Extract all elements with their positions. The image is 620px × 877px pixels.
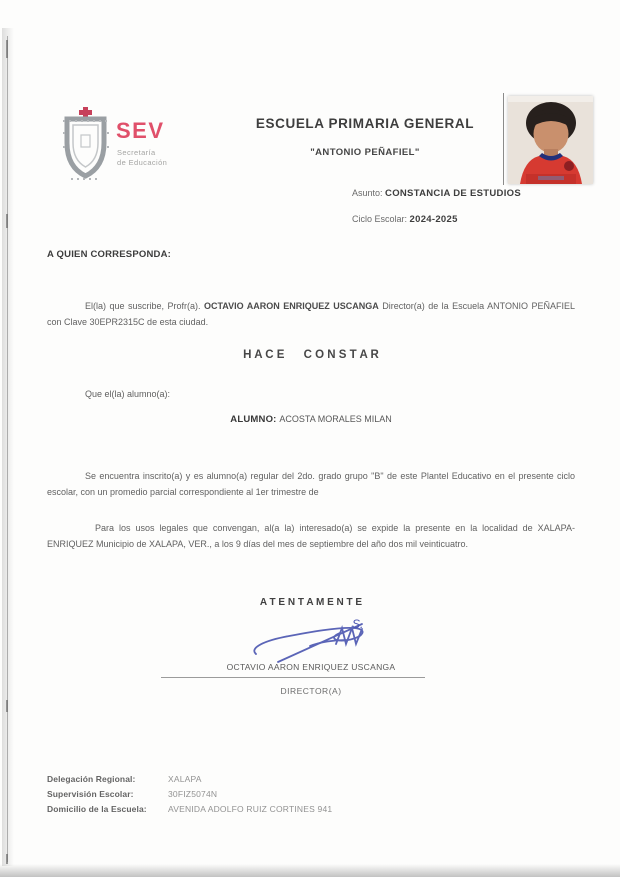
scan-bottom-shadow [0,864,620,877]
scan-edge-line [7,36,8,862]
student-name: ACOSTA MORALES MILAN [279,414,392,424]
scan-edge-tick [6,214,8,228]
school-title: ESCUELA PRIMARIA GENERAL [255,116,475,131]
school-name: "ANTONIO PEÑAFIEL" [310,147,420,158]
school-year-label: Ciclo Escolar: [352,214,408,224]
intro-paragraph [47,299,575,330]
intro-post: Director(a) de la Escuela ANTONIO PEÑAFIEL con Clave 30EPR2315C de esta ciudad. [47,301,575,327]
footer-label-supervision: Supervisión Escolar: [47,789,134,799]
student-lead: Que el(la) alumno(a): [85,389,171,399]
scan-edge-tick [6,700,8,712]
director-role: DIRECTOR(A) [280,686,342,696]
salutation: A QUIEN CORRESPONDA: [47,249,171,260]
certify-heading: H A C E C O N S T A R [243,349,379,361]
student-label: ALUMNO: [230,414,280,425]
signature-rule [161,677,425,678]
photo-edge-line [503,93,504,185]
sev-secretaria-line1: Secretaría [117,148,156,157]
scan-edge-tick [6,40,8,58]
footer-label-domicilio: Domicilio de la Escuela: [47,804,147,814]
scan-edge-tick [6,854,8,864]
school-year-line [352,214,458,225]
footer-value-supervision: 30FIZ5074N [168,789,218,799]
footer-value-delegacion: XALAPA [168,774,202,784]
signature-annotation: S. [352,617,364,631]
footer-value-domicilio: AVENIDA ADOLFO RUIZ CORTINES 941 [168,804,333,814]
enrollment-paragraph: Se encuentra inscrito(a) y es alumno(a) regular del 2do. grado grupo "B" de este Plantel Educativo en el presente ciclo escolar, con un promedio parcial correspondiente al 1er trimestre de [47,471,575,497]
school-year-value: 2024-2025 [409,214,458,225]
student-photo [508,96,593,184]
sev-secretaria-line2: de Educación [117,158,168,167]
scan-edge-shade [2,28,14,866]
director-name-inline: OCTAVIO AARON ENRIQUEZ USCANGA [203,301,379,311]
sev-wordmark: SEV [116,118,165,143]
director-name: OCTAVIO AARON ENRIQUEZ USCANGA [226,662,396,672]
closing-heading: A T E N T A M E N T E [259,597,363,608]
student-line [47,414,575,425]
subject-value: CONSTANCIA DE ESTUDIOS [385,188,521,199]
subject-line [352,188,521,199]
sev-secretaria-label [117,148,167,168]
intro-pre: El(la) que suscribe, Profr(a). [85,301,204,311]
issue-paragraph: Para los usos legales que convengan, al(a la) interesado(a) se expide la presente en la localidad de XALAPA-ENRIQUEZ Municipio de XALAPA, VER., a los 9 días del mes de septiembre del año dos mil veinticuatro. [47,523,575,549]
footer-label-delegacion: Delegación Regional: [47,774,136,784]
subject-label: Asunto: [352,188,383,198]
sev-shield-logo-icon [57,105,115,185]
